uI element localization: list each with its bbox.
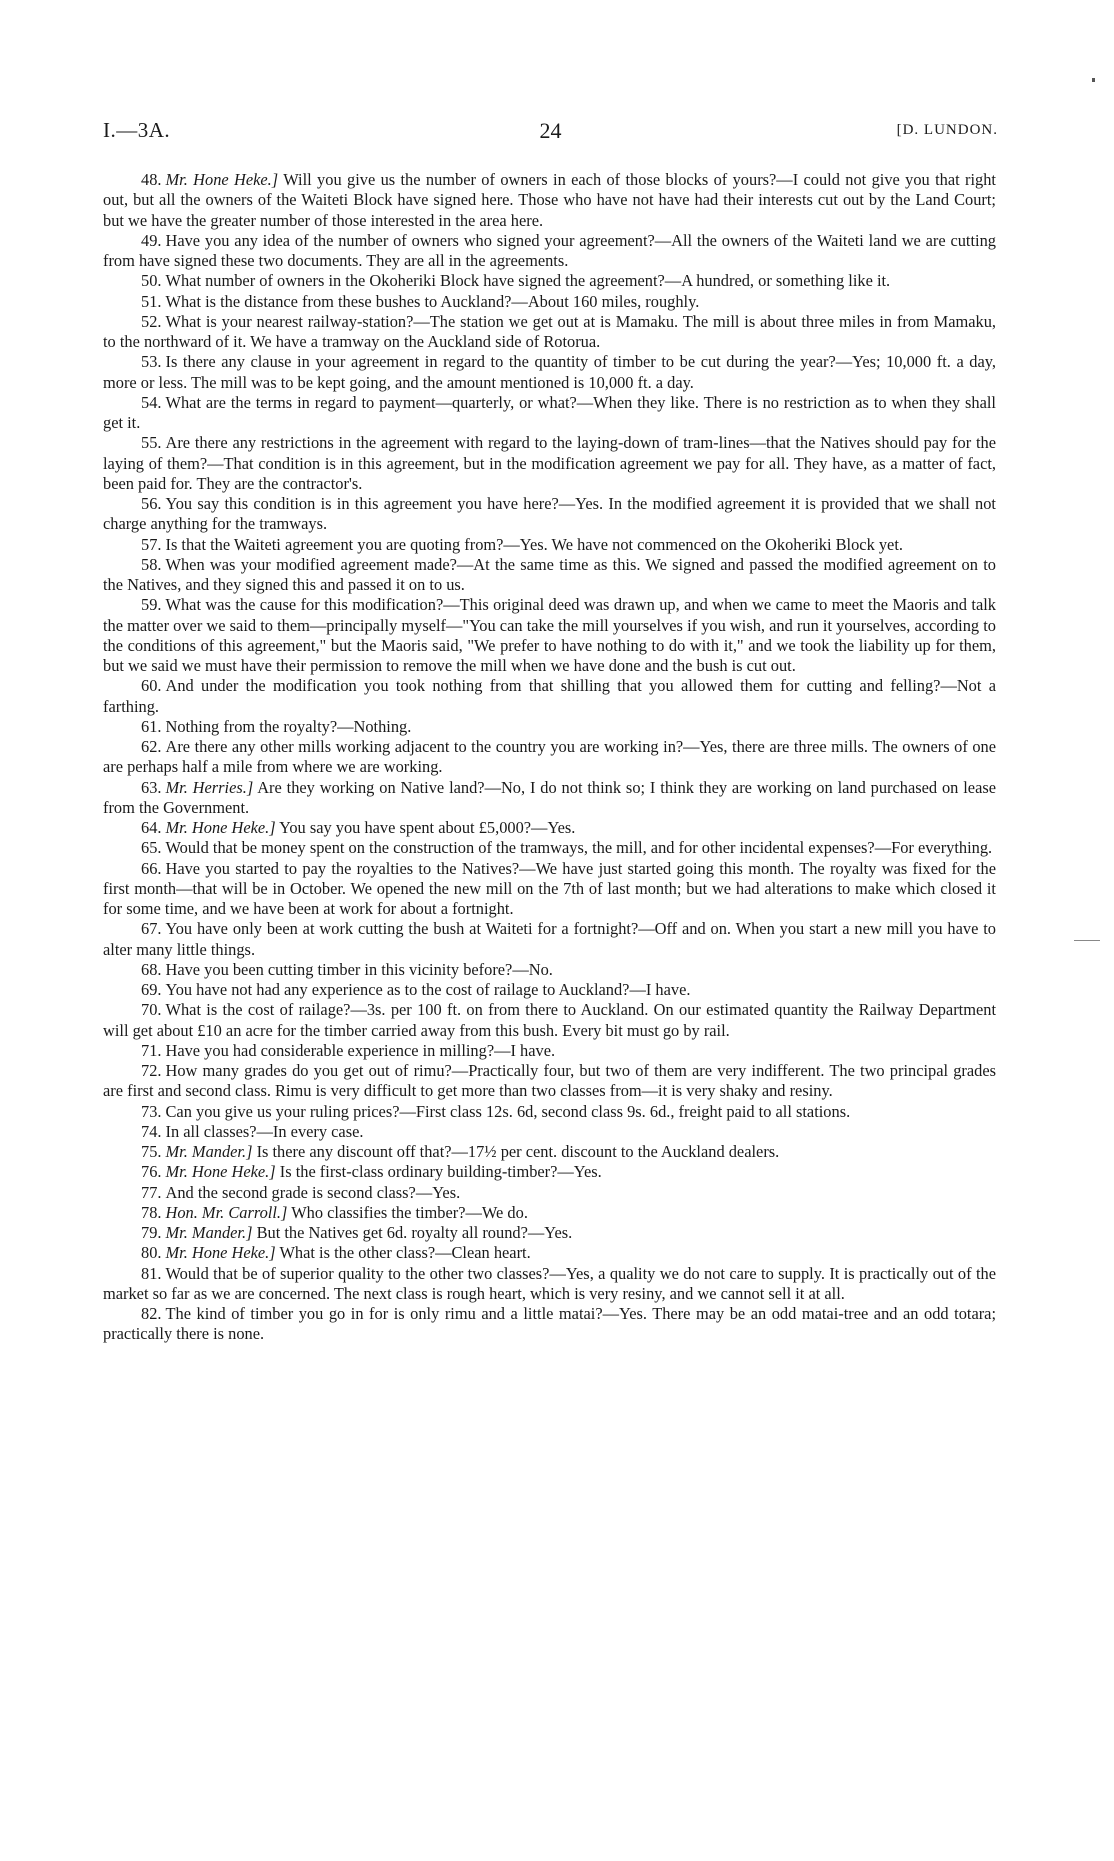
question-answer-paragraph (103, 312, 996, 353)
question-number: 74. (141, 1121, 162, 1141)
speaker-name: Mr. Mander.] (165, 1223, 253, 1242)
paragraph-text: What is your nearest railway-station?—The station we get out at is Mamaku. The mill is about three miles in from Mamaku, to the northward of it. We have a tramway on the Auckland side of Rotorua. (103, 311, 996, 351)
paragraph-text: You say this condition is in this agreement you have here?—Yes. In the modified agreement it is provided that we shall not charge anything for the tramways. (103, 494, 996, 534)
question-answer-paragraph (103, 535, 996, 555)
question-number: 59. (141, 595, 162, 615)
question-number: 70. (141, 1000, 162, 1020)
speaker-name: Mr. Mander.] (165, 1142, 253, 1161)
question-answer-paragraph (103, 1264, 996, 1305)
paragraph-text: You say you have spent about £5,000?—Yes. (275, 818, 576, 837)
question-answer-paragraph (103, 1203, 996, 1223)
paragraph-text: Have you started to pay the royalties to the Natives?—We have just started going this month. The royalty was fixed for the first month—that will be in October. We opened the new mill on the 7th of last month; but we had alterations to make which closed it for some time, and we have been at work for about a fortnight. (103, 858, 996, 918)
paragraph-text: And under the modification you took nothing from that shilling that you allowed them for cutting and felling?—Not a farthing. (103, 676, 996, 716)
paragraph-text: And the second grade is second class?—Yes. (165, 1182, 461, 1202)
question-number: 62. (141, 737, 162, 756)
question-answer-paragraph (103, 778, 996, 819)
question-answer-paragraph (103, 717, 996, 737)
question-number: 81. (141, 1263, 162, 1283)
question-number: 61. (141, 716, 162, 736)
speaker-name: Hon. Mr. Carroll.] (165, 1202, 288, 1222)
question-number: 53. (141, 352, 162, 372)
witness-name: [D. LUNDON. (896, 122, 998, 138)
paragraph-text: What was the cause for this modification?—This original deed was drawn up, and when we came to meet the Maoris and talk the matter over we said to them—principally myself—"You can take the mill yourselves if you wish, and run it yourselves, according to the conditions of this agreement," but the Maoris said, "We prefer to have nothing to do with it," and we took the liability up for them, but we said we must have their permission to remove the mill when we have done and the bush is cut out. (103, 595, 996, 675)
paragraph-text: Nothing from the royalty?—Nothing. (165, 716, 412, 736)
question-answer-paragraph (103, 980, 996, 1000)
question-number: 56. (141, 494, 162, 513)
question-number: 55. (141, 433, 162, 453)
question-number: 57. (141, 534, 162, 554)
question-number: 54. (141, 392, 162, 412)
question-number: 77. (141, 1182, 162, 1202)
question-answer-paragraph (103, 1000, 996, 1041)
question-number: 69. (141, 980, 162, 999)
question-number: 76. (141, 1162, 162, 1182)
paragraph-text: Have you had considerable experience in milling?—I have. (165, 1040, 556, 1060)
paragraph-text: Have you been cutting timber in this vicinity before?—No. (165, 959, 553, 979)
evidence-text (103, 170, 996, 1345)
question-answer-paragraph (103, 555, 996, 596)
paragraph-text: Have you any idea of the number of owners who signed your agreement?—All the owners of the Waiteti land we are cutting from have signed these two documents. They are all in the agreements. (103, 230, 996, 270)
question-answer-paragraph (103, 919, 996, 960)
question-answer-paragraph (103, 1061, 996, 1102)
question-number: 63. (141, 777, 162, 797)
paragraph-text: The kind of timber you go in for is only rimu and a little matai?—Yes. There may be an odd matai-tree and an odd totara; practically there is none. (103, 1304, 996, 1344)
question-answer-paragraph (103, 1041, 996, 1061)
paragraph-text: What number of owners in the Okoheriki Block have signed the agreement?—A hundred, or something like it. (165, 271, 891, 291)
question-answer-paragraph (103, 1142, 996, 1162)
question-answer-paragraph (103, 838, 996, 858)
paragraph-text: But the Natives get 6d. royalty all round?—Yes. (252, 1223, 573, 1242)
paragraph-text: How many grades do you get out of rimu?—Practically four, but two of them are very indifferent. The two principal grades are first and second class. Rimu is very difficult to get more than two classes from—it is very shaky and resiny. (103, 1061, 996, 1101)
question-number: 71. (141, 1040, 162, 1060)
question-number: 50. (141, 271, 162, 291)
question-number: 65. (141, 838, 162, 858)
scan-mark (1074, 940, 1100, 941)
question-answer-paragraph (103, 1122, 996, 1142)
speaker-name: Mr. Hone Heke.] (165, 818, 276, 837)
speaker-name: Mr. Hone Heke.] (165, 1243, 276, 1263)
question-answer-paragraph (103, 292, 996, 312)
paragraph-text: What is the distance from these bushes to Auckland?—About 160 miles, roughly. (165, 291, 700, 311)
question-answer-paragraph (103, 1183, 996, 1203)
speaker-name: Mr. Herries.] (165, 777, 254, 797)
question-number: 82. (141, 1304, 162, 1323)
question-number: 64. (141, 818, 162, 837)
question-number: 72. (141, 1061, 162, 1080)
paragraph-text: Would that be money spent on the construction of the tramways, the mill, and for other incidental expenses?—For everything. (165, 838, 993, 858)
question-answer-paragraph (103, 433, 996, 494)
question-answer-paragraph (103, 393, 996, 434)
document-reference: I.—3A. (103, 118, 171, 142)
question-answer-paragraph (103, 1102, 996, 1122)
question-number: 58. (141, 554, 162, 574)
question-answer-paragraph (103, 1243, 996, 1263)
paragraph-text: Will you give us the number of owners in each of those blocks of yours?—I could not give you that right out, but all the owners of the Waiteti Block have signed here. Those who have not have had their interests cut out by the Land Court; but we have the greater number of those interested in the area here. (103, 170, 996, 230)
question-answer-paragraph (103, 1223, 996, 1243)
question-number: 51. (141, 291, 162, 311)
paragraph-text: Are there any restrictions in the agreement with regard to the laying-down of tram-lines—that the Natives should pay for the laying of them?—That condition is in this agreement, but in the modification agreement we pay for all. They have, as a matter of fact, been paid for. They are the contractor's. (103, 433, 996, 493)
question-number: 80. (141, 1243, 162, 1263)
paragraph-text: Is there any discount off that?—17½ per cent. discount to the Auckland dealers. (252, 1142, 780, 1161)
scan-mark (1092, 78, 1095, 82)
question-number: 73. (141, 1101, 162, 1121)
paragraph-text: Are they working on Native land?—No, I do not think so; I think they are working on land purchased on lease from the Government. (103, 777, 996, 817)
question-answer-paragraph (103, 271, 996, 291)
paragraph-text: Would that be of superior quality to the other two classes?—Yes, a quality we do not care to supply. It is practically out of the market so far as we are concerned. The next class is rough heart, which is very resiny, and we cannot sell it at all. (103, 1263, 996, 1303)
paragraph-text: What is the cost of railage?—3s. per 100 ft. on from there to Auckland. On our estimated quantity the Railway Department will get about £10 an acre for the timber carried away from this bush. Every bit must go by rail. (103, 1000, 996, 1040)
paragraph-text: Is the first-class ordinary building-timber?—Yes. (275, 1162, 602, 1182)
paragraph-text: You have only been at work cutting the bush at Waiteti for a fortnight?—Off and on. When you start a new mill you have to alter many little things. (103, 919, 996, 959)
paragraph-text: What is the other class?—Clean heart. (275, 1243, 531, 1263)
question-answer-paragraph (103, 818, 996, 838)
question-number: 68. (141, 959, 162, 979)
paragraph-text: Is there any clause in your agreement in regard to the quantity of timber to be cut during the year?—Yes; 10,000 ft. a day, more or less. The mill was to be kept going, and the amount mentioned is 10,000 ft. a day. (103, 352, 996, 392)
page-number: 24 (539, 118, 562, 143)
question-number: 79. (141, 1223, 162, 1242)
paragraph-text: Are there any other mills working adjacent to the country you are working in?—Yes, there are three mills. The owners of one are perhaps half a mile from where we are working. (103, 737, 996, 777)
question-answer-paragraph (103, 352, 996, 393)
question-answer-paragraph (103, 1162, 996, 1182)
question-answer-paragraph (103, 676, 996, 717)
question-answer-paragraph (103, 859, 996, 920)
question-answer-paragraph (103, 737, 996, 778)
paragraph-text: When was your modified agreement made?—At the same time as this. We signed and passed the modified agreement on to the Natives, and they signed this and passed it on to us. (103, 554, 996, 594)
question-answer-paragraph (103, 170, 996, 231)
paragraph-text: What are the terms in regard to payment—quarterly, or what?—When they like. There is no restriction as to when they shall get it. (103, 392, 996, 432)
question-answer-paragraph (103, 1304, 996, 1345)
paragraph-text: Is that the Waiteti agreement you are quoting from?—Yes. We have not commenced on the Okoheriki Block yet. (165, 534, 903, 554)
question-number: 52. (141, 311, 162, 331)
paragraph-text: In all classes?—In every case. (165, 1121, 364, 1141)
question-number: 66. (141, 858, 162, 878)
paragraph-text: You have not had any experience as to the cost of railage to Auckland?—I have. (165, 980, 691, 999)
question-number: 67. (141, 919, 162, 939)
question-number: 75. (141, 1142, 162, 1161)
page-header (103, 118, 998, 150)
question-number: 78. (141, 1202, 162, 1222)
speaker-name: Mr. Hone Heke.] (165, 170, 279, 189)
question-answer-paragraph (103, 595, 996, 676)
question-answer-paragraph (103, 494, 996, 535)
question-answer-paragraph (103, 231, 996, 272)
question-answer-paragraph (103, 960, 996, 980)
paragraph-text: Can you give us your ruling prices?—First class 12s. 6d, second class 9s. 6d., freight paid to all stations. (165, 1101, 851, 1121)
question-number: 49. (141, 230, 162, 250)
question-number: 60. (141, 676, 162, 696)
question-number: 48. (141, 170, 162, 189)
paragraph-text: Who classifies the timber?—We do. (287, 1202, 528, 1222)
speaker-name: Mr. Hone Heke.] (165, 1162, 276, 1182)
